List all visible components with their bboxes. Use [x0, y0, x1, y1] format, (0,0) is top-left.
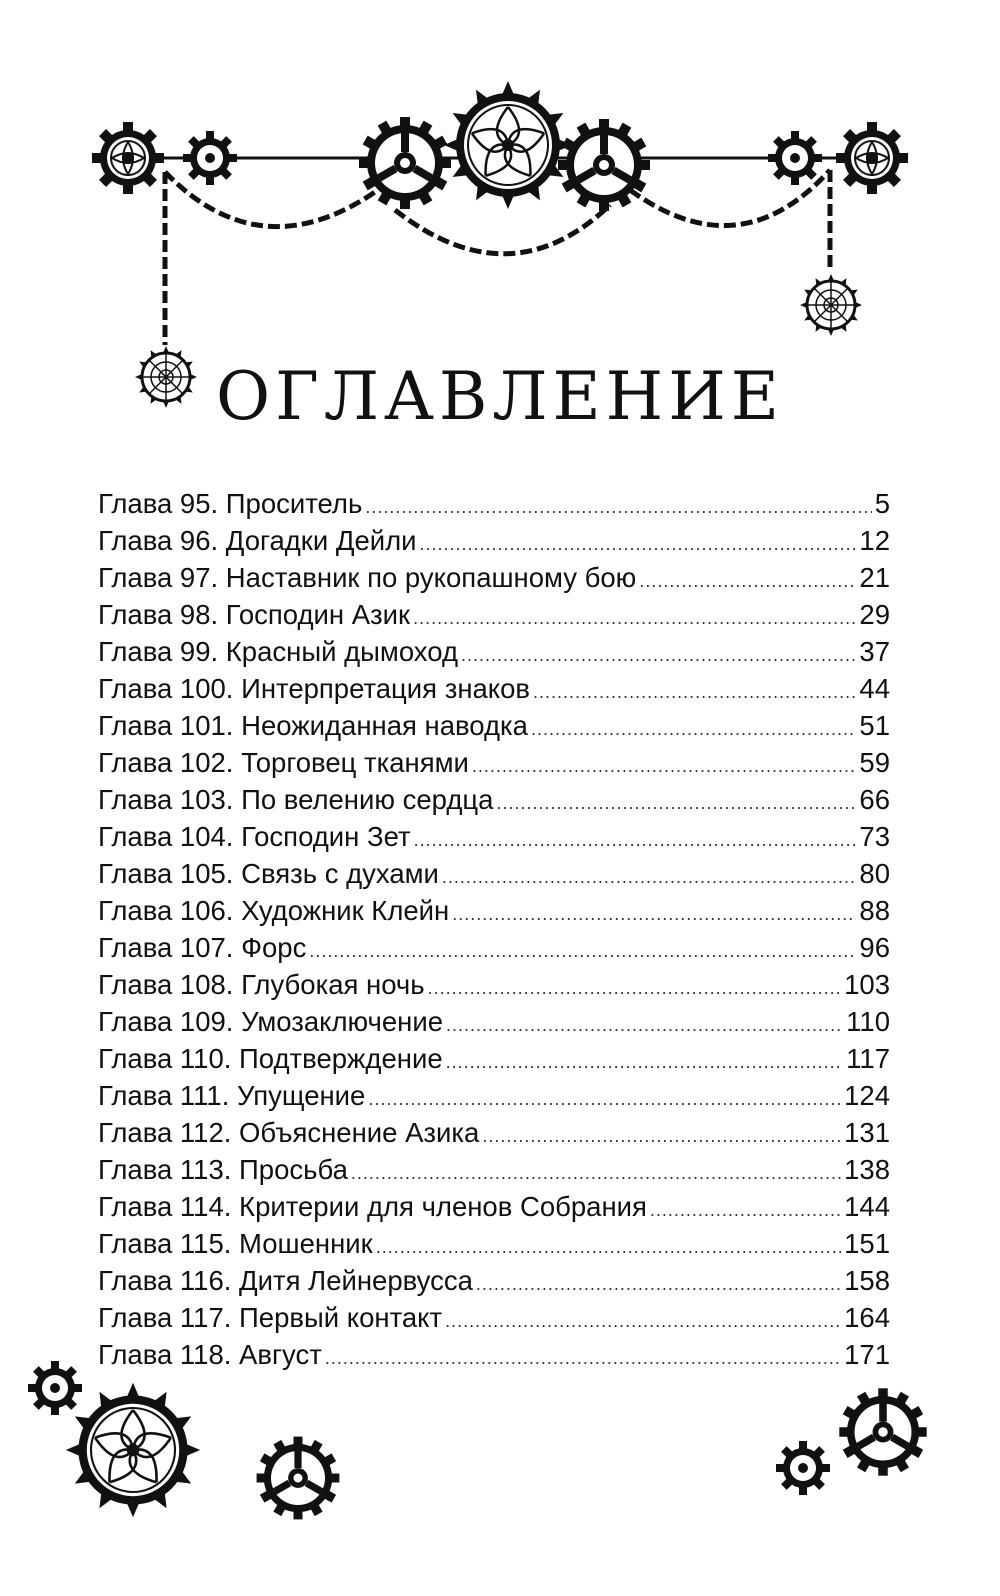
chapter-title: Глава 117. Первый контакт: [98, 1302, 443, 1333]
chapter-title: Глава 98. Господин Азик: [98, 599, 411, 630]
chapter-title: Глава 107. Форс: [98, 932, 307, 963]
toc-entry: [98, 747, 890, 784]
dot-leader: [472, 756, 857, 777]
page-number: 158: [844, 1265, 890, 1296]
chapter-title: Глава 114. Критерии для членов Собрания: [98, 1191, 647, 1222]
dot-leader: [414, 830, 857, 851]
gear-icon: [836, 122, 908, 194]
dot-leader: [351, 1163, 841, 1184]
toc-entry: [98, 1339, 890, 1376]
dot-leader: [482, 1126, 841, 1147]
page-number: 144: [844, 1191, 890, 1222]
page-number: 29: [859, 599, 890, 630]
toc-entry: [98, 1302, 890, 1339]
dot-leader: [452, 904, 856, 925]
page-number: 80: [859, 858, 890, 889]
toc-entry: [98, 1043, 890, 1080]
gear-icon: [257, 1437, 340, 1520]
page-title: ОГЛАВЛЕНИЕ: [216, 358, 784, 435]
chapter-title: Глава 109. Умозаключение: [98, 1006, 443, 1037]
gear-icon: [92, 122, 164, 194]
toc-entry: [98, 673, 890, 710]
toc-entry: [98, 1265, 890, 1302]
page-number: 44: [859, 673, 890, 704]
toc-entry: [98, 562, 890, 599]
gear-icon: [444, 81, 572, 209]
chapter-title: Глава 112. Объяснение Азика: [98, 1117, 480, 1148]
page-number: 37: [859, 636, 890, 667]
toc-entry: [98, 784, 890, 821]
chapter-title: Глава 115. Мошенник: [98, 1228, 373, 1259]
chapter-title: Глава 104. Господин Зет: [98, 821, 411, 852]
gear-icon: [66, 1383, 200, 1517]
page-number: 151: [844, 1228, 890, 1259]
page-number: 124: [844, 1080, 890, 1111]
chapter-title: Глава 118. Август: [98, 1339, 322, 1370]
chapter-title: Глава 101. Неожиданная наводка: [98, 710, 528, 741]
toc-entry: [98, 636, 890, 673]
toc-entry: [98, 858, 890, 895]
toc-entry: [98, 821, 890, 858]
page-number: 59: [859, 747, 890, 778]
toc-entry: [98, 599, 890, 636]
toc-entry: [98, 1154, 890, 1191]
page-number: 66: [859, 784, 890, 815]
page-number: 21: [859, 562, 890, 593]
dot-leader: [461, 645, 856, 666]
page-number: 138: [844, 1154, 890, 1185]
chapter-title: Глава 97. Наставник по рукопашному бою: [98, 562, 637, 593]
page-number: 171: [844, 1339, 890, 1370]
chapter-title: Глава 100. Интерпретация знаков: [98, 673, 531, 704]
chapter-title: Глава 106. Художник Клейн: [98, 895, 450, 926]
dot-leader: [325, 1348, 841, 1369]
chapter-title: Глава 103. По велению сердца: [98, 784, 494, 815]
dot-leader: [420, 534, 857, 555]
dot-leader: [496, 793, 856, 814]
chapter-title: Глава 111. Упущение: [98, 1080, 366, 1111]
page-number: 164: [844, 1302, 890, 1333]
dot-leader: [428, 978, 842, 999]
toc-entry: [98, 895, 890, 932]
toc-entry: [98, 710, 890, 747]
page-number: 96: [859, 932, 890, 963]
chapter-title: Глава 105. Связь с духами: [98, 858, 439, 889]
page-number: 88: [859, 895, 890, 926]
gear-icon: [839, 1388, 926, 1475]
page-number: 103: [844, 969, 890, 1000]
toc-entry: [98, 525, 890, 562]
chapter-title: Глава 116. Дитя Лейнервусса: [98, 1265, 473, 1296]
gear-icon: [183, 131, 237, 185]
table-of-contents: [98, 488, 890, 1376]
chapter-title: Глава 113. Просьба: [98, 1154, 348, 1185]
page-number: 12: [859, 525, 890, 556]
dot-leader: [368, 1089, 841, 1110]
gear-icon: [28, 1361, 82, 1415]
gear-icon: [800, 274, 862, 336]
toc-entry: [98, 1228, 890, 1265]
dot-leader: [445, 1311, 841, 1332]
page-number: 131: [844, 1117, 890, 1148]
dot-leader: [446, 1015, 843, 1036]
chapter-title: Глава 110. Подтверждение: [98, 1043, 443, 1074]
gear-icon: [776, 1441, 830, 1495]
toc-entry: [98, 1080, 890, 1117]
chapter-title: Глава 99. Красный дымоход: [98, 636, 458, 667]
dot-leader: [446, 1052, 844, 1073]
dot-leader: [476, 1274, 841, 1295]
toc-entry: [98, 1006, 890, 1043]
page-number: 73: [859, 821, 890, 852]
page-number: 51: [859, 710, 890, 741]
chapter-title: Глава 96. Догадки Дейли: [98, 525, 417, 556]
dot-leader: [309, 941, 856, 962]
page-number: 110: [846, 1006, 890, 1037]
toc-entry: [98, 1117, 890, 1154]
gear-icon: [768, 131, 822, 185]
dot-leader: [413, 608, 856, 629]
toc-entry: [98, 1191, 890, 1228]
toc-entry: [98, 969, 890, 1006]
dot-leader: [365, 497, 871, 518]
dot-leader: [639, 571, 856, 592]
chapter-title: Глава 108. Глубокая ночь: [98, 969, 425, 1000]
chain-icon: [165, 170, 830, 345]
toc-entry: [98, 488, 890, 525]
dot-leader: [533, 682, 856, 703]
page-number: 5: [874, 488, 890, 519]
dot-leader: [376, 1237, 841, 1258]
chapter-title: Глава 95. Проситель: [98, 488, 363, 519]
toc-entry: [98, 932, 890, 969]
dot-leader: [531, 719, 856, 740]
dot-leader: [442, 867, 857, 888]
page-number: 117: [846, 1043, 890, 1074]
dot-leader: [650, 1200, 841, 1221]
chapter-title: Глава 102. Торговец тканями: [98, 747, 469, 778]
